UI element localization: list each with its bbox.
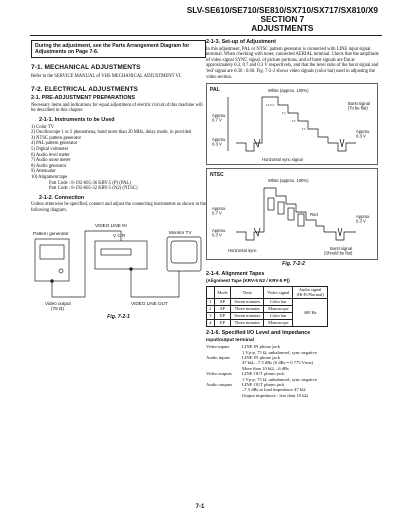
pal-frame — [207, 84, 378, 165]
video-out-cable — [131, 269, 179, 297]
monitor-tv-label: Monitor TV — [169, 230, 192, 236]
table-cell: SP — [214, 305, 230, 312]
ntsc-red-label: Red — [310, 212, 318, 218]
ntsc-signal-trace — [236, 188, 356, 240]
list-item: 8) Audio generator — [31, 163, 67, 169]
spec-row — [206, 382, 381, 398]
spec-row — [206, 355, 381, 371]
table-cell: 1 — [207, 298, 215, 305]
setup-text: In this adjustment, PAL or NTSC pattern generator is connected with LINE input signal terminal. When checking with tuner, connected AERIAL terminal. Check that the amplitude of video signal SYNC signal, of picture portions, and of burst signals are flat at approximately 0.3, 0.7 and 0.3 V respectively, and that the level ratio of the burst signal and 'red' signal are 0.30 : 0.66. Fig. 7-2-2 shows video signals (color bar) used in adjusting the video section. — [206, 46, 379, 80]
pal-approx-1: Approx. 0.7 V — [212, 113, 227, 123]
video-line-out-label: VIDEO LINE OUT — [131, 301, 168, 307]
section-title: ADJUSTMENTS — [251, 23, 314, 33]
figure-caption-2: Fig. 7-2-2 — [282, 261, 305, 268]
table-cell: 3 — [207, 312, 215, 319]
output-jack — [51, 280, 54, 283]
table-cell: Seven minutes — [231, 298, 264, 305]
ntsc-white-label: White (approx. 100%) — [268, 178, 309, 184]
table-header: Time — [231, 286, 264, 298]
table-cell: Three minutes — [231, 319, 264, 326]
list-item: 1) Color TV — [31, 124, 55, 130]
list-item: 5) Digital voltmeter — [31, 146, 69, 152]
io-subtitle: Input/output terminal — [206, 337, 254, 343]
heading-connection: 2-1-2. Connection — [39, 194, 85, 201]
table-cell: EP — [214, 312, 230, 319]
list-item: 10) Alignment tape — [31, 174, 68, 180]
figure-caption-1: Fig. 7-2-1 — [107, 314, 130, 321]
tv-screen — [171, 241, 197, 263]
table-cell: Monoscope — [264, 319, 293, 326]
table-cell: 4 — [207, 319, 215, 326]
heading-alignment-tapes: 2-1-4. Alignment Tapes — [206, 270, 265, 277]
right-column — [206, 40, 381, 398]
spec-row — [206, 344, 381, 355]
table-cell: EP — [214, 319, 230, 326]
ntsc-approx-2: Approx. 0.3 V — [212, 228, 227, 238]
table-header: Mode — [214, 286, 230, 298]
video-output-label: Video output (75 Ω) — [45, 301, 71, 312]
table-header: Audio signal (Hi-Fi/Normal) — [293, 286, 328, 298]
ntsc-waveform-figure — [206, 168, 378, 260]
pal-waveform-figure — [206, 83, 378, 165]
heading-mechanical: 7-1. MECHANICAL ADJUSTMENTS — [31, 64, 141, 72]
vcr-label: V C R — [113, 233, 126, 239]
left-column — [31, 40, 206, 321]
ntsc-approx-1: Approx. 0.7 V — [212, 206, 227, 216]
vcr-slot — [101, 249, 131, 255]
spec-value: LINE IN phono jack 47 kΩ, –7.5 dBs (0 dBs = 0.775 Vrms) More than 10 kΩ, –6 dBs — [242, 354, 314, 371]
spec-value: LINE OUT phono jack –7.5 dBs at load impedance 47 kΩ Output impedance : less than 10 kΩ — [242, 381, 308, 398]
pre-adjustment-text: Necessary items and indications for equal adjustment of electric circuit of this machine will be described in this chapter. — [31, 102, 203, 114]
heading-pre-adjustment: 2-1. PRE-ADJUSTMENT PREPARATIONS — [31, 95, 136, 102]
alignment-tape-table — [206, 286, 328, 327]
ntsc-label: NTSC — [210, 172, 224, 179]
table-header-row — [207, 286, 328, 298]
pal-signal-trace — [236, 97, 356, 151]
line-out-jack — [130, 268, 133, 271]
page-header — [187, 6, 378, 33]
table-cell-audio: 400 Hz — [293, 298, 328, 326]
mechanical-text: Refer to the SERVICE MANUAL of VHS MECHANICAL ADJUSTMENT VI. — [31, 74, 182, 79]
spec-key: Audio outputs — [206, 381, 233, 387]
ntsc-chroma-3 — [288, 208, 294, 220]
list-item: 3) NTSC pattern generator — [31, 135, 82, 141]
ntsc-hsync-label: Horizontal sync — [228, 248, 257, 254]
spec-value: LINE OUT phono jack 1 Vp-p, 75 Ω, unbalanced, sync negative — [242, 371, 317, 382]
table-cell: Three minutes — [231, 305, 264, 312]
monitor-tv-box — [167, 237, 201, 271]
connection-diagram — [31, 215, 203, 315]
section-number: SECTION 7 — [260, 14, 305, 24]
spec-key: Audio inputs — [206, 354, 230, 360]
pattern-generator-label: Pattern generator — [33, 231, 69, 237]
table-cell: Seven minutes — [231, 312, 264, 319]
page-number: 7-1 — [195, 504, 205, 510]
tape-code: Part Code : 8-192-605-32 KRV-5 (N2) (NTSC) — [49, 186, 138, 192]
table-row — [207, 298, 328, 305]
pal-approx-3: Approx. 0.3 V — [356, 129, 371, 139]
spec-key: Video inputs — [206, 344, 230, 350]
spec-key: Video outputs — [206, 371, 232, 377]
heading-instruments: 2-1-1. Instruments to be Used — [39, 116, 115, 123]
connection-text: Unless otherwise be specified, connect and adjust the connecting instruments as shown in the following diagram. — [31, 202, 206, 213]
alignment-tape-subtitle: (Alignment Tape (KRV-5 N2 / KRV-5 P)) — [206, 278, 290, 284]
note-box: During the adjustment, see the Parts Arrangement Diagram for Adjustments on Page 7-6. — [31, 40, 206, 58]
pal-approx-2: Approx. 0.3 V — [212, 137, 227, 147]
video-line-in-label: VIDEO LINE IN — [95, 223, 127, 229]
instrument-list — [31, 125, 206, 192]
heading-electrical: 7-2. ELECTRICAL ADJUSTMENTS — [31, 85, 139, 93]
table-header: Video signal — [264, 286, 293, 298]
ntsc-chroma-1 — [268, 198, 274, 210]
list-item: 6) Audio level meter — [31, 152, 70, 158]
pal-white-label: White (approx. 100%) — [268, 88, 309, 94]
generator-knob — [59, 269, 63, 273]
list-item: 2) Oscilloscope 1 or 2 phenomena, band more than 30 MHz, delay mode, in provided — [31, 130, 192, 136]
ntsc-burst-label: Burst signal (Should be flat) — [324, 246, 353, 256]
heading-io-level: 2-1-6. Specified I/O Level and Impedance — [206, 329, 311, 336]
tape-code: Part Code : 8-192-605-36 KRV-5 (P) (PAL) — [49, 180, 131, 186]
list-item: 9) Attenuator — [31, 169, 56, 175]
ntsc-chroma-2 — [278, 202, 284, 214]
list-item: 4) PAL pattern generator — [31, 141, 78, 147]
model-numbers: SLV-SE610/SE710/SE810/SX710/SX717/SX810/X9 — [186, 5, 378, 15]
ntsc-chroma-4 — [298, 214, 304, 226]
generator-screen — [40, 245, 64, 259]
pal-color-steps — [266, 105, 306, 129]
ntsc-approx-3: Approx. 0.3 V — [356, 214, 371, 224]
pal-label: PAL — [210, 87, 220, 94]
pal-burst-label: Burst signal (To be flat) — [348, 101, 370, 111]
pal-hsync-label: Horizontal sync signal — [262, 157, 303, 163]
table-cell: 2 — [207, 305, 215, 312]
table-cell: SP — [214, 298, 230, 305]
table-cell: Color bar — [264, 298, 293, 305]
spec-value: LINE IN phono jack 1 Vp-p, 75 Ω, unbalanced, sync negative — [242, 344, 317, 355]
header-rule — [30, 35, 382, 36]
heading-setup: 2-1-3. Set-up of Adjustment — [206, 39, 276, 45]
table-cell: Color bar — [264, 312, 293, 319]
spec-row — [206, 371, 381, 382]
table-header — [207, 286, 215, 298]
list-item: 7) Audio noise meter — [31, 158, 71, 164]
table-cell: Monoscope — [264, 305, 293, 312]
